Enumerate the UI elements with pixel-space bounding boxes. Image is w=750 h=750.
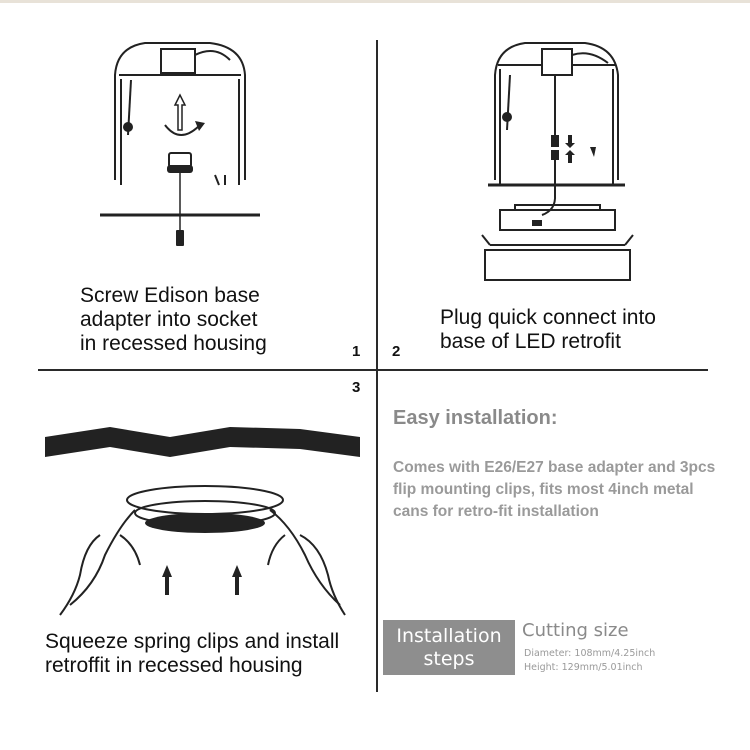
- horizontal-divider: [38, 369, 708, 371]
- top-border: [0, 0, 750, 3]
- step-2-number: 2: [392, 343, 401, 360]
- cutting-height: Height: 129mm/5.01inch: [524, 662, 643, 673]
- installation-steps-line-2: steps: [423, 647, 475, 670]
- cutting-diameter: Diameter: 108mm/4.25inch: [524, 648, 656, 659]
- installation-steps-label: [383, 620, 515, 675]
- step-2-caption: Plug quick connect into base of LED retrofit: [440, 306, 656, 353]
- cutting-size-title: Cutting size: [522, 620, 629, 641]
- step-1-number: 1: [352, 343, 361, 360]
- vertical-divider: [376, 40, 378, 692]
- step-1-caption: Screw Edison base adapter into socket in recessed housing: [80, 284, 267, 355]
- step-1-illustration: [95, 35, 265, 255]
- step-2-illustration: [470, 35, 640, 285]
- easy-installation-title: Easy installation:: [393, 407, 558, 429]
- easy-installation-description: Comes with E26/E27 base adapter and 3pcs flip mounting clips, fits most 4inch metal cans for retro-fit installation: [393, 459, 716, 520]
- step-3-illustration: [40, 415, 370, 625]
- step-3-caption: Squeeze spring clips and install retroffit in recessed housing: [45, 630, 340, 677]
- step-3-number: 3: [352, 379, 361, 396]
- installation-steps-line-1: Installation: [396, 624, 502, 647]
